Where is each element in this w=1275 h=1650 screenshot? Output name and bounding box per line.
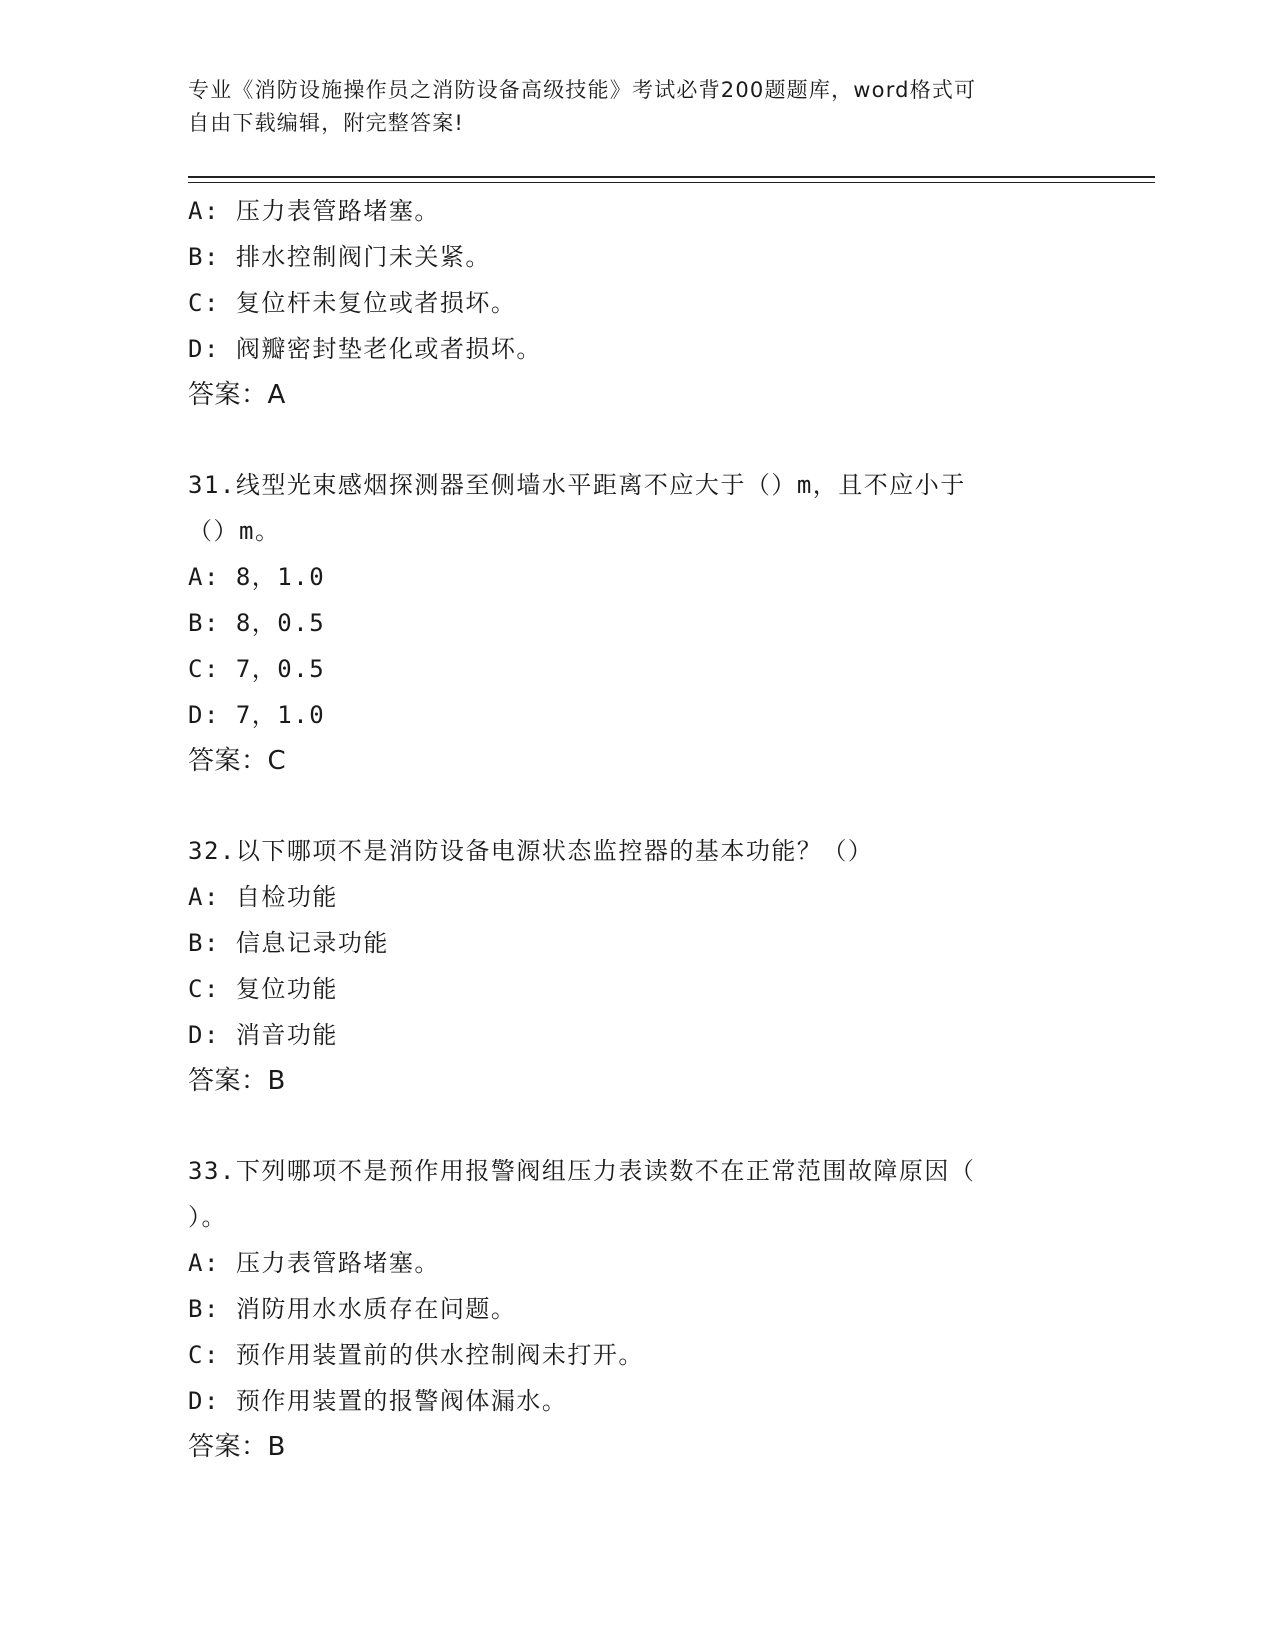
question-block-32 (188, 828, 1068, 1104)
option-b: B: 排水控制阀门未关紧。 (188, 243, 491, 271)
option-c: C: 7，0.5 (188, 655, 326, 683)
option-c: C: 复位功能 (188, 975, 338, 1003)
option-b: B: 信息记录功能 (188, 929, 389, 957)
option-a: A: 8，1.0 (188, 563, 326, 591)
header-divider-thick (188, 176, 1155, 178)
header-divider-thin (188, 182, 1155, 183)
option-a: A: 压力表管路堵塞。 (188, 1249, 440, 1277)
header-line-2: 自由下载编辑，附完整答案! (188, 111, 465, 135)
question-stem: 31.线型光束感烟探测器至侧墙水平距离不应大于（）m，且不应小于 (188, 471, 966, 499)
option-d: D: 7，1.0 (188, 701, 326, 729)
question-stem: 33.下列哪项不是预作用报警阀组压力表读数不在正常范围故障原因（ (188, 1157, 976, 1185)
option-d: D: 阀瓣密封垫老化或者损坏。 (188, 335, 542, 363)
answer-line: 答案：A (188, 380, 286, 410)
option-b: B: 8，0.5 (188, 609, 326, 637)
question-stem-continued: ）。 (188, 1203, 227, 1231)
option-a: A: 自检功能 (188, 883, 338, 911)
header-line-1: 专业《消防设施操作员之消防设备高级技能》考试必背200题题库，word格式可 (188, 78, 977, 102)
question-block-30 (188, 188, 1068, 418)
question-block-33 (188, 1148, 1068, 1470)
question-block-31 (188, 462, 1068, 784)
answer-line: 答案：B (188, 1432, 286, 1462)
question-list (188, 188, 1068, 1470)
option-d: D: 消音功能 (188, 1021, 338, 1049)
option-c: C: 复位杆未复位或者损坏。 (188, 289, 517, 317)
option-d: D: 预作用装置的报警阀体漏水。 (188, 1387, 568, 1415)
question-stem-continued: （）m。 (188, 517, 281, 545)
option-b: B: 消防用水水质存在问题。 (188, 1295, 517, 1323)
option-c: C: 预作用装置前的供水控制阀未打开。 (188, 1341, 644, 1369)
answer-line: 答案：C (188, 746, 287, 776)
option-a: A: 压力表管路堵塞。 (188, 197, 440, 225)
document-header (188, 74, 1068, 140)
question-stem: 32.以下哪项不是消防设备电源状态监控器的基本功能？（） (188, 837, 874, 865)
answer-line: 答案：B (188, 1066, 286, 1096)
